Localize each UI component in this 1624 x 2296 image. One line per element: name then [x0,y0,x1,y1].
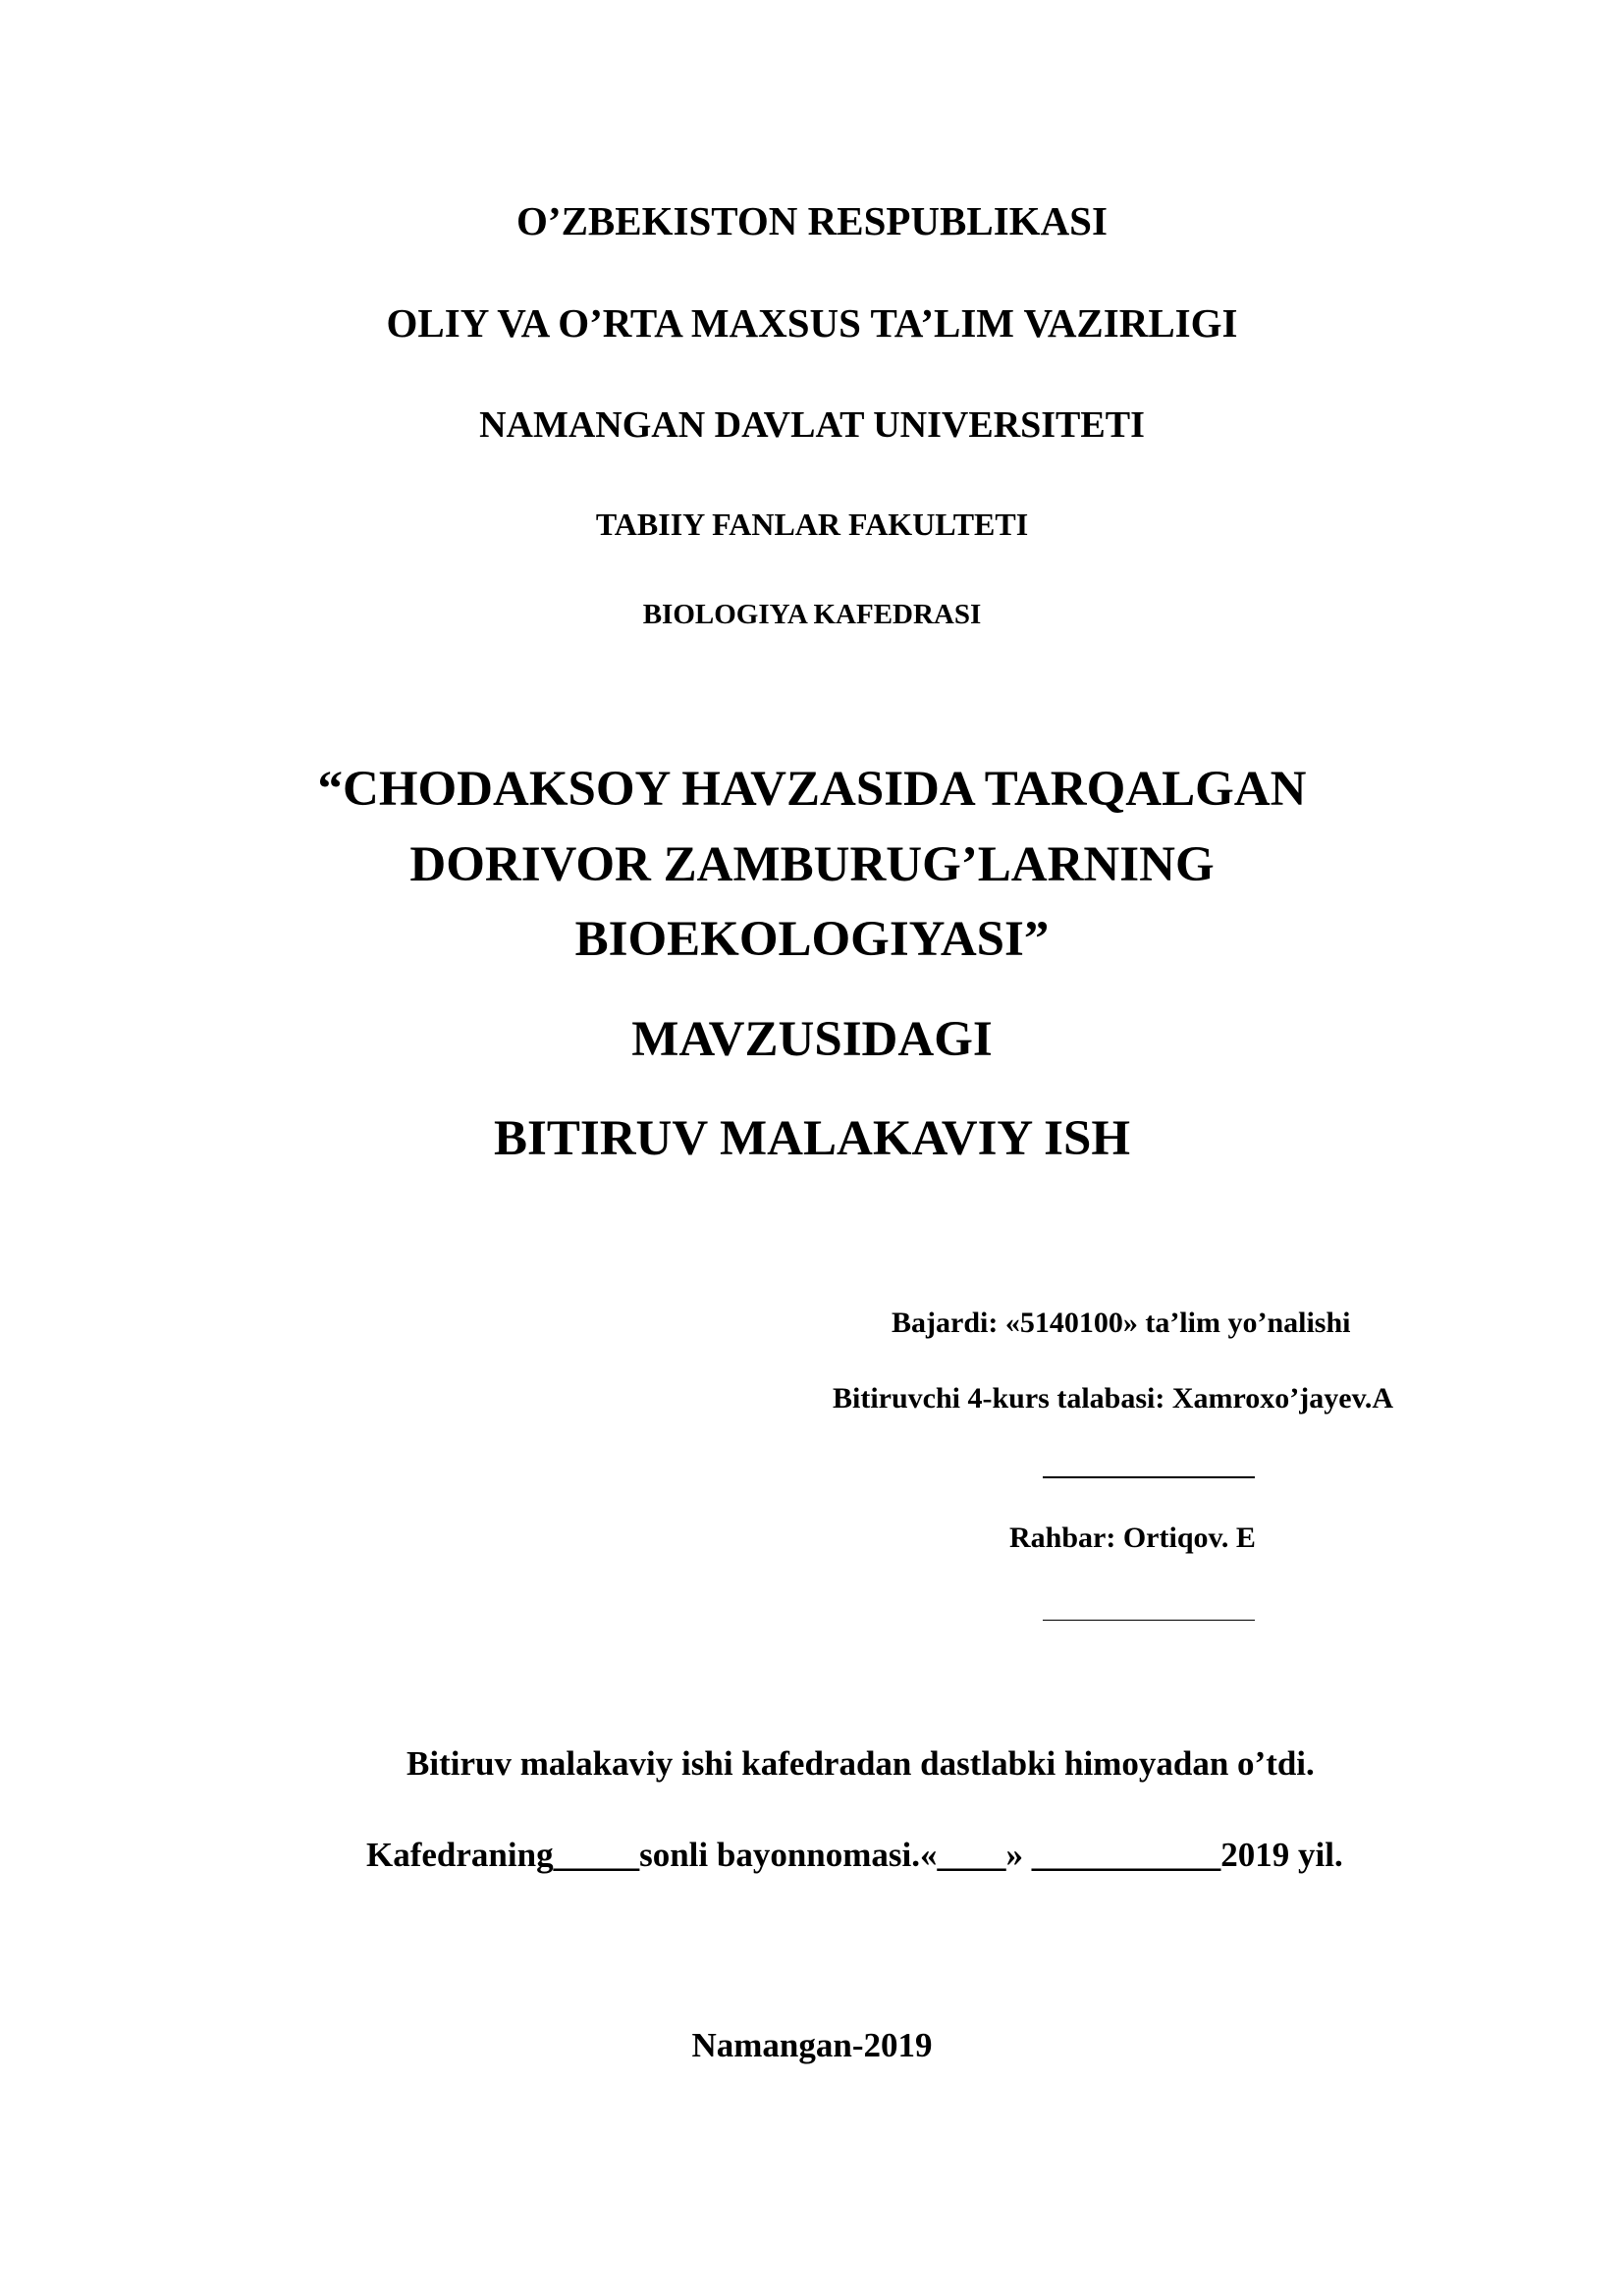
thesis-title-line-1: “CHODAKSOY HAVZASIDA TARQALGAN [317,762,1307,817]
student-signature-line [1043,1476,1255,1478]
defense-statement: Bitiruv malakaviy ishi kafedradan dastlabki himoyadan o’tdi. [406,1744,1315,1783]
place-year: Namangan-2019 [691,2026,933,2064]
faculty-heading: TABIIY FANLAR FAKULTETI [595,507,1029,542]
student-text: Bitiruvchi 4-kurs talabasi: Xamroxo’jayev.A [833,1382,1394,1415]
supervisor-text: Rahbar: Ortiqov. E [1009,1522,1256,1554]
performed-by-text: Bajardi: «5140100» ta’lim yo’nalishi [892,1307,1351,1339]
thesis-title-line-2: DORIVOR ZAMBURUG’LARNING [409,837,1215,892]
topic-label: MAVZUSIDAGI [631,1012,993,1067]
protocol-line: Kafedraning_____sonli bayonnomasi.«____» ___________2019 yil. [366,1836,1343,1874]
work-type: BITIRUV MALAKAVIY ISH [493,1111,1131,1166]
department-heading: BIOLOGIYA KAFEDRASI [642,599,982,630]
supervisor-signature-line [1043,1620,1255,1621]
republic-heading: O’ZBEKISTON RESPUBLIKASI [516,198,1108,243]
thesis-title-line-3: BIOEKOLOGIYASI” [574,912,1050,967]
ministry-heading: OLIY VA O’RTA MAXSUS TA’LIM VAZIRLIGI [386,300,1238,346]
university-heading: NAMANGAN DAVLAT UNIVERSITETI [479,404,1145,446]
